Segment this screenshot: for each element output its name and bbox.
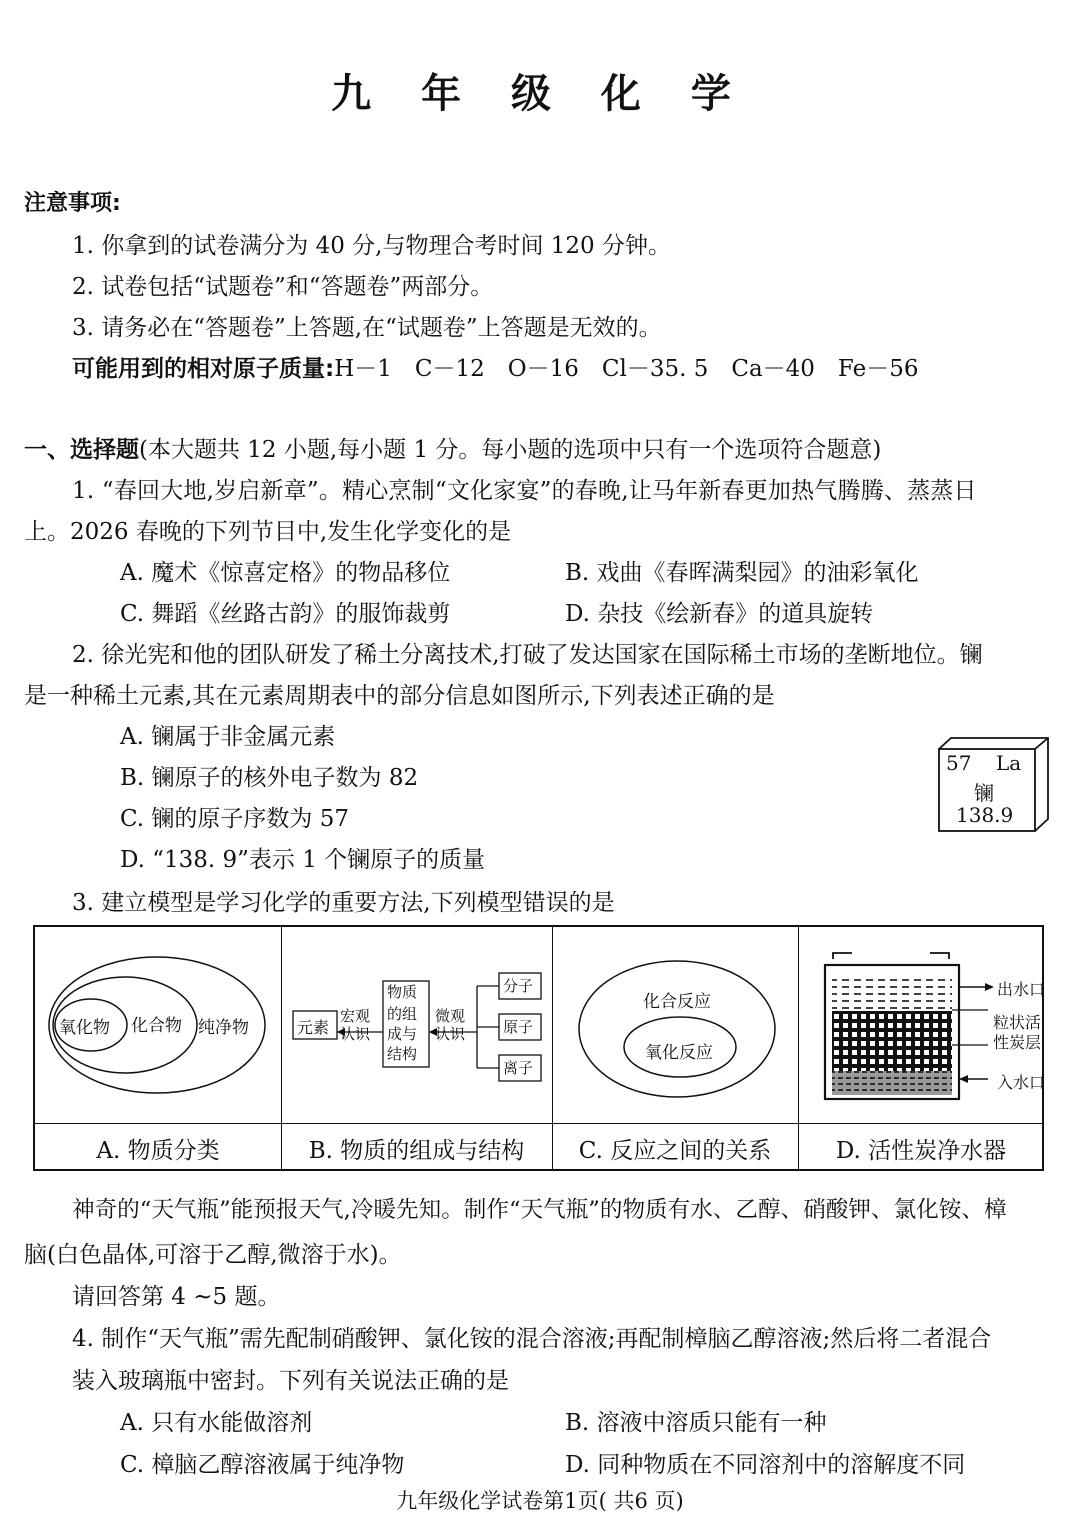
q2-line1: 2. 徐光宪和他的团队研发了稀土分离技术,打破了发达国家在国际稀土市场的垄断地位。镧	[72, 642, 983, 668]
panel-d-caption: D. 活性炭净水器	[835, 1138, 1007, 1164]
q1-option-d: D. 杂技《绘新春》的道具旋转	[565, 601, 874, 627]
panel-b-macro-1: 宏观	[340, 1007, 371, 1025]
page-title: 九 年 级 化 学	[331, 71, 749, 117]
panel-b-micro-1: 微观	[435, 1007, 466, 1025]
q4-option-d: D. 同种物质在不同溶剂中的溶解度不同	[565, 1452, 966, 1478]
notice-item-3: 3. 请务必在“答题卷”上答题,在“试题卷”上答题是无效的。	[72, 315, 662, 341]
passage-line3: 请回答第 4 ~5 题。	[72, 1284, 281, 1310]
q4-option-c: C. 樟脑乙醇溶液属于纯净物	[120, 1452, 405, 1478]
q4-line2: 装入玻璃瓶中密封。下列有关说法正确的是	[72, 1368, 509, 1394]
panel-c-outer: 化合反应	[643, 992, 711, 1012]
atomic-mass-values: H－1 C－12 O－16 Cl－35. 5 Ca－40 Fe－56	[334, 356, 919, 382]
panel-b-macro-2: 认识	[340, 1025, 371, 1043]
panel-b-particle-ion: 离子	[503, 1059, 534, 1077]
panel-d-inlet: 入水口	[997, 1073, 1046, 1092]
panel-c-reaction-diagram	[557, 947, 795, 1107]
q2-option-b: B. 镧原子的核外电子数为 82	[120, 765, 419, 791]
panel-a-middle: 化合物	[131, 1016, 182, 1036]
panel-b-micro-2: 认识	[435, 1025, 466, 1043]
lanthanum-element-card	[938, 737, 1050, 833]
panel-a-outer: 纯净物	[198, 1018, 249, 1038]
atomic-mass-line	[72, 350, 919, 383]
passage-line1: 神奇的“天气瓶”能预报天气,冷暖先知。制作“天气瓶”的物质有水、乙醇、硝酸钾、氯化铵、樟	[72, 1197, 1007, 1223]
panel-b-particle-atom: 原子	[503, 1018, 534, 1036]
element-symbol: La	[996, 751, 1022, 775]
q2-option-c: C. 镧的原子序数为 57	[120, 806, 349, 832]
element-name: 镧	[974, 781, 994, 805]
q1-option-c: C. 舞蹈《丝路古韵》的服饰裁剪	[120, 601, 451, 627]
q2-option-d: D. “138. 9”表示 1 个镧原子的质量	[120, 847, 486, 873]
panel-d-layer-2: 性炭层	[993, 1033, 1042, 1052]
q4-line1: 4. 制作“天气瓶”需先配制硝酸钾、氯化铵的混合溶液;再配制樟脑乙醇溶液;然后将二者混合	[72, 1326, 992, 1352]
section1-heading-bold: 一、选择题	[24, 437, 139, 463]
atomic-mass-label: 可能用到的相对原子质量:	[72, 356, 335, 382]
q3-line1: 3. 建立模型是学习化学的重要方法,下列模型错误的是	[72, 890, 615, 916]
section1-heading	[24, 431, 881, 464]
passage-line2: 脑(白色晶体,可溶于乙醇,微溶于水)。	[24, 1242, 402, 1268]
section1-heading-rest: (本大题共 12 小题,每小题 1 分。每小题的选项中只有一个选项符合题意)	[139, 437, 882, 463]
q3-model-table	[33, 925, 1044, 1171]
q4-option-a: A. 只有水能做溶剂	[120, 1410, 313, 1436]
panel-b-particle-molecule: 分子	[503, 977, 534, 995]
q1-line1: 1. “春回大地,岁启新章”。精心烹制“文化家宴”的春晚,让马年新春更加热气腾腾、蒸蒸日	[72, 478, 977, 504]
element-number: 57	[946, 751, 972, 775]
notice-item-2: 2. 试卷包括“试题卷”和“答题卷”两部分。	[72, 274, 494, 300]
q1-option-a: A. 魔术《惊喜定格》的物品移位	[120, 560, 451, 586]
q1-option-b: B. 戏曲《春晖满梨园》的油彩氧化	[565, 560, 919, 586]
notice-heading: 注意事项:	[24, 191, 121, 216]
panel-b-caption: B. 物质的组成与结构	[308, 1138, 525, 1164]
panel-d-outlet: 出水口	[997, 980, 1046, 999]
panel-c-inner: 氧化反应	[645, 1043, 713, 1063]
q1-line2: 上。2026 春晚的下列节目中,发生化学变化的是	[24, 519, 512, 545]
q2-option-a: A. 镧属于非金属元素	[120, 724, 336, 750]
panel-a-inner: 氧化物	[59, 1018, 110, 1038]
q2-line2: 是一种稀土元素,其在元素周期表中的部分信息如图所示,下列表述正确的是	[24, 683, 775, 709]
panel-b-center-1: 物质	[387, 983, 418, 1001]
panel-d-layer-1: 粒状活	[993, 1013, 1042, 1032]
panel-a-caption: A. 物质分类	[96, 1138, 220, 1164]
panel-c-caption: C. 反应之间的关系	[578, 1138, 772, 1164]
panel-b-center-2: 的组	[387, 1005, 418, 1023]
panel-b-element: 元素	[297, 1018, 330, 1037]
page-footer: 九年级化学试卷第1页( 共6 页)	[396, 1489, 684, 1513]
panel-b-center-3: 成与	[387, 1025, 418, 1043]
element-mass: 138.9	[956, 803, 1014, 827]
panel-b-center-4: 结构	[387, 1045, 418, 1063]
table-divider	[35, 1123, 1042, 1124]
notice-item-1: 1. 你拿到的试卷满分为 40 分,与物理合考时间 120 分钟。	[72, 233, 671, 259]
q4-option-b: B. 溶液中溶质只能有一种	[565, 1410, 827, 1436]
